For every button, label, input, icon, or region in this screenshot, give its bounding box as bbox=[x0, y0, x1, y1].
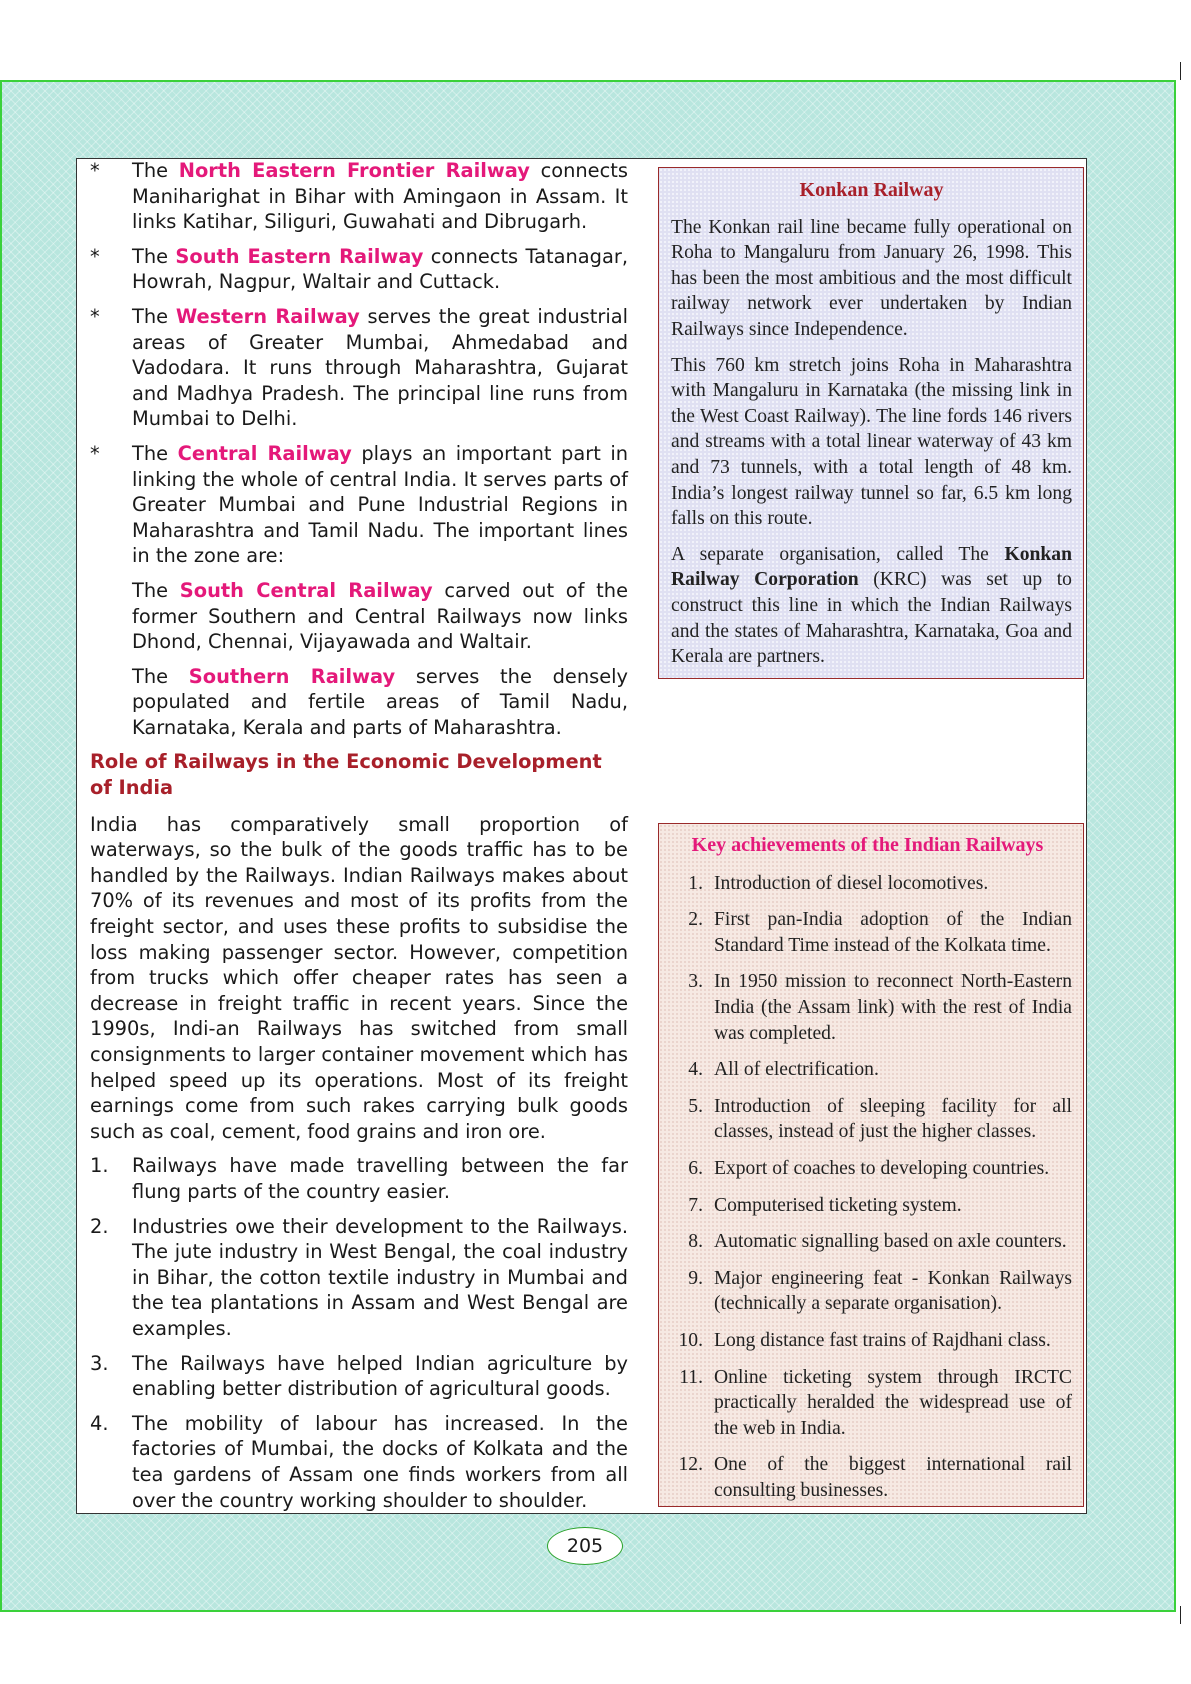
bullet-mark: * bbox=[90, 441, 100, 465]
achievements-box-title: Key achievements of the Indian Railways bbox=[691, 834, 1044, 856]
konkan-p3-after: (KRC) was set up to construct this line in which the Indian Railways and the states of Maharashtra, Karnataka, Goa and Kerala are partners. bbox=[671, 569, 1072, 668]
achievement-number: 9. bbox=[688, 1267, 703, 1289]
bullet-text-before: The bbox=[132, 304, 176, 328]
point-number: 3. bbox=[90, 1351, 109, 1375]
sub-text-after: serves the densely populated and fertile areas of Tamil Nadu, Karnataka, Kerala and parts of Maharashtra. bbox=[132, 664, 629, 739]
achievement-number: 1. bbox=[688, 872, 703, 894]
intro-paragraph: India has comparatively small proportion of waterways, so the bulk of the goods traffic has to be handled by the Railways. Indian Railways makes about 70% of its revenues and most of its profits from the freight sector, and uses these profits to subsidise the loss making passenger sector. However, competition from trucks which offer cheaper rates has seen a decrease in freight traffic in recent years. Since the 1990s, Indi-an Railways has switched from small consignments to larger container movement which has helped speed up its operations. Most of its freight earnings come from such rakes carrying bulk goods such as coal, cement, food grains and iron ore. bbox=[90, 812, 628, 1143]
konkan-paragraph-2: This 760 km stretch joins Roha in Maharashtra with Mangaluru in Karnataka (the missing link in the West Coast Railway). The line fords 146 rivers and streams with a total linear waterway of 43 km and 73 tunnels, with a total length of 48 km. India’s longest railway tunnel so far, 6.5 km long falls on this route. bbox=[671, 354, 1072, 530]
achievement-text: Introduction of sleeping facility for all classes, instead of just the higher classes. bbox=[714, 1095, 1072, 1143]
railway-name: North Eastern Frontier Railway bbox=[178, 159, 530, 182]
role-point bbox=[90, 1214, 628, 1342]
railway-name: Western Railway bbox=[175, 304, 360, 328]
railway-name: South Eastern Railway bbox=[175, 244, 424, 268]
achievement-text: Major engineering feat - Konkan Railways (technically a separate organisation). bbox=[714, 1267, 1072, 1315]
achievement-item bbox=[663, 1328, 1072, 1354]
achievement-item bbox=[663, 969, 1072, 1046]
achievement-item bbox=[663, 1365, 1072, 1442]
achievement-number: 3. bbox=[688, 971, 703, 993]
bullet-text-after: connects Maniharighat in Bihar with Amingaon in Assam. It links Katihar, Siliguri, Guwahati and Dibrugarh. bbox=[132, 159, 628, 234]
achievement-number: 6. bbox=[688, 1157, 703, 1179]
key-achievements-box bbox=[658, 823, 1084, 1507]
achievement-text: Long distance fast trains of Rajdhani class. bbox=[714, 1329, 1051, 1351]
achievement-number: 12. bbox=[678, 1454, 703, 1476]
railway-name: South Central Railway bbox=[179, 578, 433, 602]
achievement-item bbox=[663, 1229, 1072, 1255]
point-number: 4. bbox=[90, 1411, 109, 1435]
konkan-box-title: Konkan Railway bbox=[799, 179, 944, 201]
railway-bullet-wr bbox=[90, 304, 628, 432]
crop-mark-top bbox=[1180, 62, 1181, 80]
point-number: 2. bbox=[90, 1214, 109, 1238]
page-number: 205 bbox=[547, 1527, 623, 1565]
bullet-text-after: serves the great industrial areas of Greater Mumbai, Ahmedabad and Vadodara. It runs through Maharashtra, Gujarat and Madhya Pradesh. The principal line runs from Mumbai to Delhi. bbox=[132, 304, 629, 431]
railway-name: Central Railway bbox=[177, 441, 352, 465]
achievement-number: 8. bbox=[688, 1231, 703, 1253]
konkan-paragraph-3 bbox=[671, 542, 1072, 670]
role-point bbox=[90, 1351, 628, 1402]
role-point bbox=[90, 1411, 628, 1513]
point-text: The mobility of labour has increased. In the factories of Mumbai, the docks of Kolkata and the tea gardens of Assam one finds workers from all over the country working shoulder to shoulder. bbox=[132, 1411, 628, 1512]
railway-bullet-ser bbox=[90, 244, 628, 295]
achievement-text: One of the biggest international rail consulting businesses. bbox=[714, 1454, 1072, 1501]
konkan-paragraph-1: The Konkan rail line became fully operational on Roha to Mangaluru from January 26, 1998. This has been the most ambitious and the most difficult railway network ever undertaken by Indian Railways since Independence. bbox=[671, 216, 1072, 340]
konkan-railway-box bbox=[658, 167, 1084, 679]
left-column bbox=[90, 158, 628, 1522]
achievement-text: Online ticketing system through IRCTC practically heralded the widespread use of the web in India. bbox=[714, 1366, 1072, 1439]
section-title: Role of Railways in the Economic Development of India bbox=[90, 750, 602, 800]
sub-text-after: carved out of the former Southern and Central Railways now links Dhond, Chennai, Vijayawada and Waltair. bbox=[132, 578, 628, 654]
achievement-item bbox=[663, 1266, 1072, 1317]
konkan-corporation-name: Konkan Railway Corporation bbox=[671, 543, 1072, 591]
railway-name: Southern Railway bbox=[188, 664, 396, 688]
bullet-mark: * bbox=[90, 159, 100, 182]
point-text: Railways have made travelling between the far flung parts of the country easier. bbox=[132, 1154, 628, 1203]
achievement-number: 10. bbox=[678, 1329, 703, 1351]
achievement-item bbox=[663, 1156, 1072, 1182]
sub-text-before: The bbox=[132, 578, 180, 602]
role-point bbox=[90, 1153, 628, 1204]
achievement-text: All of electrification. bbox=[714, 1059, 879, 1081]
railway-bullet-cr bbox=[90, 441, 628, 569]
achievement-item bbox=[663, 1057, 1072, 1083]
bullet-text-before: The bbox=[132, 244, 176, 268]
achievement-text: Export of coaches to developing countries. bbox=[714, 1157, 1050, 1179]
sub-text-before: The bbox=[132, 664, 189, 688]
bullet-mark: * bbox=[90, 304, 100, 328]
railway-bullet-nefr bbox=[90, 158, 628, 235]
point-text: Industries owe their development to the Railways. The jute industry in West Bengal, the coal industry in Bihar, the cotton textile industry in Mumbai and the tea plantations in Assam and West Bengal are examples. bbox=[132, 1214, 628, 1340]
point-text: The Railways have helped Indian agriculture by enabling better distribution of agricultural goods. bbox=[132, 1351, 628, 1401]
achievement-number: 7. bbox=[688, 1194, 703, 1216]
achievement-item bbox=[663, 1193, 1072, 1219]
bullet-text-after: plays an important part in linking the whole of central India. It serves parts of Greater Mumbai and Pune Industrial Regions in Maharashtra and Tamil Nadu. The important lines in the zone are: bbox=[132, 441, 628, 568]
achievement-item bbox=[663, 1452, 1072, 1503]
achievement-number: 5. bbox=[688, 1095, 703, 1117]
sub-railway-scr bbox=[90, 578, 628, 655]
achievement-text: Automatic signalling based on axle counters. bbox=[714, 1231, 1067, 1253]
bullet-text-before: The bbox=[132, 441, 178, 465]
achievement-text: Computerised ticketing system. bbox=[714, 1194, 962, 1216]
crop-mark-bottom bbox=[1180, 1606, 1181, 1624]
achievement-text: First pan-India adoption of the Indian Standard Time instead of the Kolkata time. bbox=[714, 909, 1072, 956]
achievement-item bbox=[663, 871, 1072, 897]
bullet-text-before: The bbox=[132, 159, 179, 182]
bullet-text-after: connects Tatanagar, Howrah, Nagpur, Waltair and Cuttack. bbox=[132, 244, 628, 294]
achievement-item bbox=[663, 907, 1072, 958]
bullet-mark: * bbox=[90, 244, 100, 268]
achievement-item bbox=[663, 1094, 1072, 1145]
achievement-number: 2. bbox=[688, 909, 703, 931]
achievement-text: In 1950 mission to reconnect North-Eastern India (the Assam link) with the rest of India was completed. bbox=[714, 971, 1072, 1044]
konkan-p3-before: A separate organisation, called The bbox=[671, 543, 1005, 565]
achievement-number: 4. bbox=[688, 1059, 703, 1081]
achievement-number: 11. bbox=[679, 1366, 703, 1388]
achievement-text: Introduction of diesel locomotives. bbox=[714, 872, 989, 894]
point-number: 1. bbox=[90, 1154, 109, 1178]
sub-railway-sr bbox=[90, 664, 628, 741]
